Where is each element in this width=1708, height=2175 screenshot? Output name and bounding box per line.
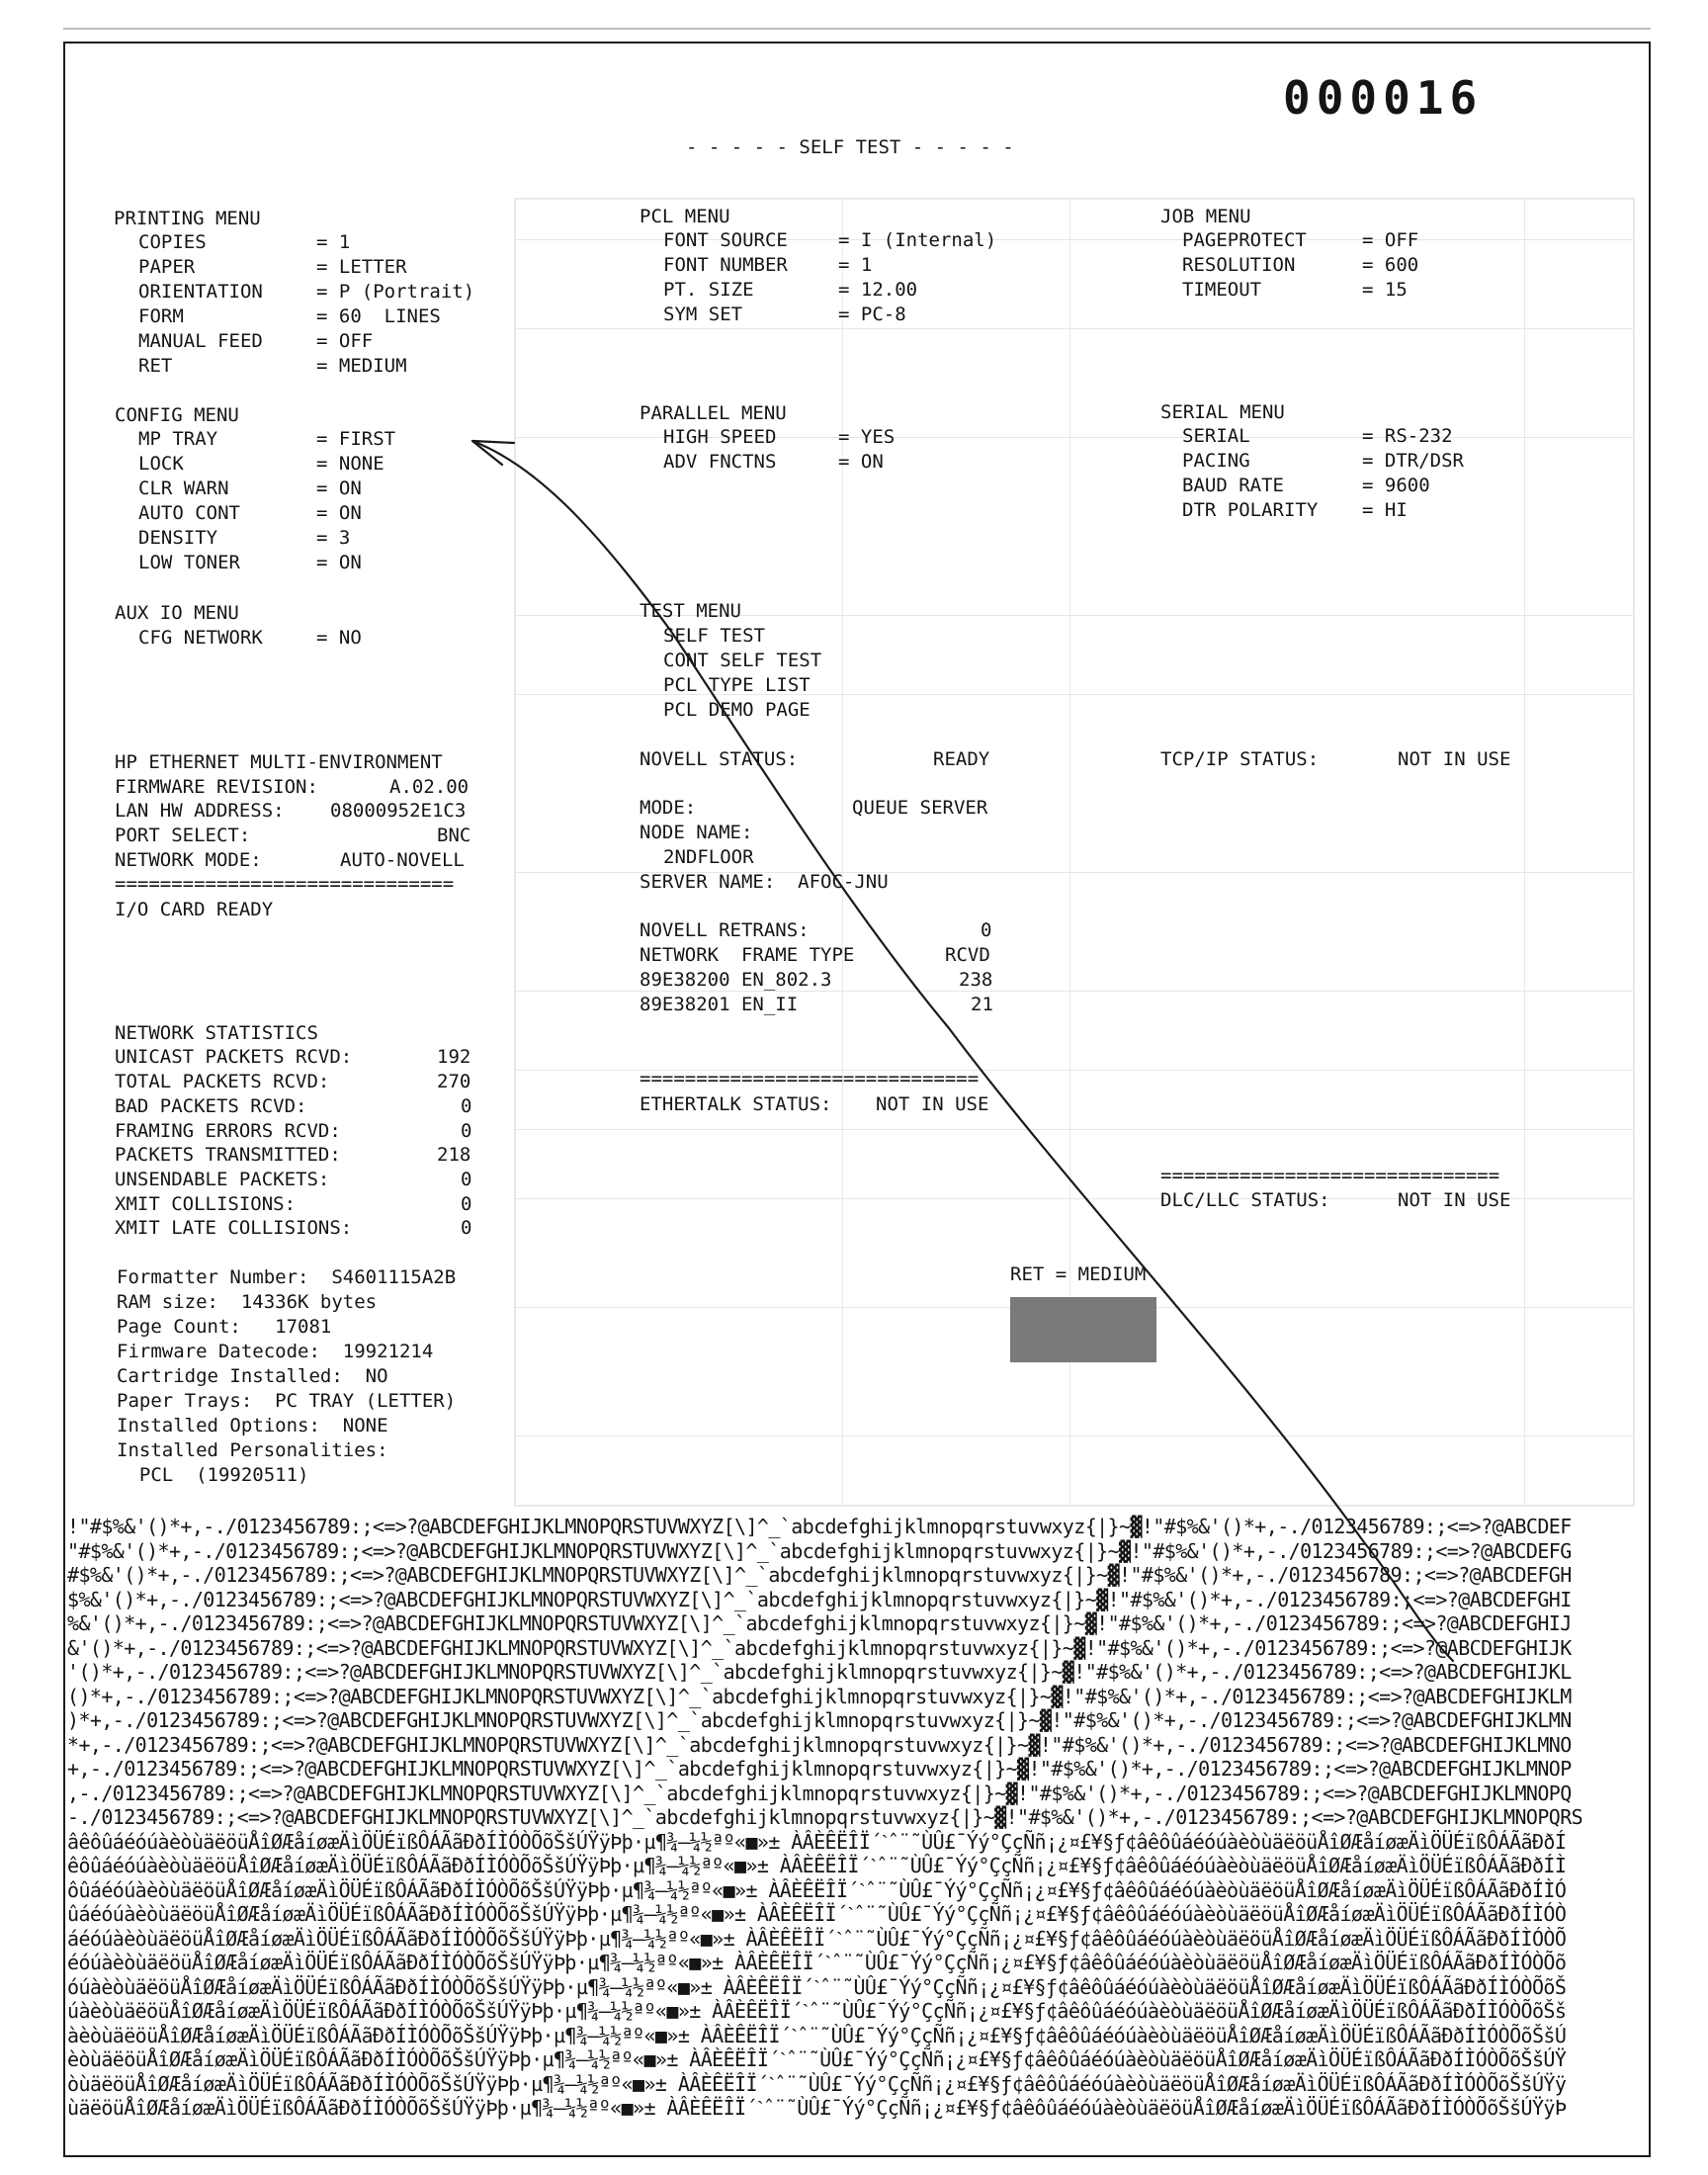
setting-value: = OFF	[316, 330, 374, 352]
server-name: SERVER NAME: AFOC-JNU	[640, 871, 889, 893]
rule: ==============================	[640, 1068, 980, 1089]
ethernet-heading: HP ETHERNET MULTI-ENVIRONMENT	[115, 751, 443, 773]
setting-key: FONT NUMBER	[663, 254, 788, 276]
stat-key: TOTAL PACKETS RCVD:	[115, 1071, 330, 1092]
setting-value: = LETTER	[316, 256, 407, 278]
char-sample-line: êôûáéóúàèòùäëöüÅîØÆåíøæÄìÖÜÉïßÔÁÃãÐðÍÌÓÒÕõŠšÚŸÿÞþ·µ¶¾—¼½ªº«■»± ÀÂÈÊËÎÏ´ˋˆ¨˜ÙÛ£¯Ýý°ÇçÑñ¡¿¤£¥§ƒ¢âêôûáéóúàèòùäëöüÅîØÆåíøæÄìÖÜÉïßÔÁÃãÐðÍÌ	[67, 1854, 1567, 1877]
setting-value: = 1	[316, 231, 351, 253]
setting-key: PACING	[1182, 450, 1250, 472]
ret-label: RET = MEDIUM	[1010, 1263, 1147, 1285]
char-sample-line: èòùäëöüÅîØÆåíøæÄìÖÜÉïßÔÁÃãÐðÍÌÓÒÕõŠšÚŸÿÞþ·µ¶¾—¼½ªº«■»± ÀÂÈÊËÎÏ´ˋˆ¨˜ÙÛ£¯Ýý°ÇçÑñ¡¿¤£¥§ƒ¢âêôûáéóúàèòùäëöüÅîØÆåíøæÄìÖÜÉïßÔÁÃãÐðÍÌÓÒÕõŠšÚŸ	[67, 2047, 1567, 2071]
setting-value: = NO	[316, 627, 362, 649]
serial-menu-heading: SERIAL MENU	[1160, 401, 1285, 423]
node-name-label: NODE NAME:	[640, 822, 753, 843]
ethernet-value: BNC	[437, 825, 471, 846]
setting-key: COPIES	[138, 231, 207, 253]
char-sample-line: òùäëöüÅîØÆåíøæÄìÖÜÉïßÔÁÃãÐðÍÌÓÒÕõŠšÚŸÿÞþ·µ¶¾—¼½ªº«■»± ÀÂÈÊËÎÏ´ˋˆ¨˜ÙÛ£¯Ýý°ÇçÑñ¡¿¤£¥§ƒ¢âêôûáéóúàèòùäëöüÅîØÆåíøæÄìÖÜÉïßÔÁÃãÐðÍÌÓÒÕõŠšÚŸÿ	[67, 2071, 1567, 2096]
retrans-label: NOVELL RETRANS:	[640, 919, 810, 941]
stat-key: BAD PACKETS RCVD:	[115, 1095, 307, 1117]
frame-header-rcvd: RCVD	[945, 944, 990, 966]
setting-key: BAUD RATE	[1182, 475, 1284, 496]
rule: ==============================	[1160, 1165, 1500, 1186]
setting-value: = RS-232	[1362, 425, 1453, 447]
char-sample-line: ,-./0123456789:;<=>?@ABCDEFGHIJKLMNOPQRSTUVWXYZ[\]^_`abcdefghijklmnopqrstuvwxyz{|}~▓!"#$%&'()*+,-./0123456789:;<=>?@ABCDEFGHIJKLMNOPQ	[67, 1781, 1572, 1805]
test-menu-item: SELF TEST	[663, 625, 765, 647]
stat-value: 0	[461, 1169, 472, 1190]
char-sample-line: "#$%&'()*+,-./0123456789:;<=>?@ABCDEFGHIJKLMNOPQRSTUVWXYZ[\]^_`abcdefghijklmnopqrstuvwxyz{|}~▓!"#$%&'()*+,-./0123456789:;<=>?@ABCDEFG	[67, 1538, 1572, 1563]
setting-value: = NONE	[316, 453, 384, 475]
char-sample-line: úàèòùäëöüÅîØÆåíøæÄìÖÜÉïßÔÁÃãÐðÍÌÓÒÕõŠšÚŸÿÞþ·µ¶¾—¼½ªº«■»± ÀÂÈÊËÎÏ´ˋˆ¨˜ÙÛ£¯Ýý°ÇçÑñ¡¿¤£¥§ƒ¢âêôûáéóúàèòùäëöüÅîØÆåíøæÄìÖÜÉïßÔÁÃãÐðÍÌÓÒÕõŠš	[67, 1999, 1567, 2023]
parallel-menu-heading: PARALLEL MENU	[640, 402, 787, 424]
char-sample-line: $%&'()*+,-./0123456789:;<=>?@ABCDEFGHIJKLMNOPQRSTUVWXYZ[\]^_`abcdefghijklmnopqrstuvwxyz{|}~▓!"#$%&'()*+,-./0123456789:;<=>?@ABCDEFGHI	[67, 1587, 1572, 1611]
setting-value: = HI	[1362, 499, 1408, 521]
setting-key: PAGEPROTECT	[1182, 229, 1307, 251]
setting-key: HIGH SPEED	[663, 426, 777, 448]
char-sample-line: +,-./0123456789:;<=>?@ABCDEFGHIJKLMNOPQRSTUVWXYZ[\]^_`abcdefghijklmnopqrstuvwxyz{|}~▓!"#$%&'()*+,-./0123456789:;<=>?@ABCDEFGHIJKLMNOP	[67, 1757, 1572, 1781]
page-top-edge	[63, 28, 1651, 30]
ethernet-key: NETWORK MODE:	[115, 849, 262, 871]
stat-value: 0	[461, 1095, 472, 1117]
char-sample-line: )*+,-./0123456789:;<=>?@ABCDEFGHIJKLMNOPQRSTUVWXYZ[\]^_`abcdefghijklmnopqrstuvwxyz{|}~▓!"#$%&'()*+,-./0123456789:;<=>?@ABCDEFGHIJKLMN	[67, 1708, 1572, 1732]
setting-key: PT. SIZE	[663, 279, 754, 301]
char-sample-line: '()*+,-./0123456789:;<=>?@ABCDEFGHIJKLMNOPQRSTUVWXYZ[\]^_`abcdefghijklmnopqrstuvwxyz{|}~▓!"#$%&'()*+,-./0123456789:;<=>?@ABCDEFGHIJKL	[67, 1660, 1572, 1684]
char-sample-line: ôûáéóúàèòùäëöüÅîØÆåíøæÄìÖÜÉïßÔÁÃãÐðÍÌÓÒÕõŠšÚŸÿÞþ·µ¶¾—¼½ªº«■»± ÀÂÈÊËÎÏ´ˋˆ¨˜ÙÛ£¯Ýý°ÇçÑñ¡¿¤£¥§ƒ¢âêôûáéóúàèòùäëöüÅîØÆåíøæÄìÖÜÉïßÔÁÃãÐðÍÌÓ	[67, 1877, 1567, 1902]
setting-value: = 12.00	[838, 279, 918, 301]
setting-value: = ON	[316, 478, 362, 499]
char-sample-line: #$%&'()*+,-./0123456789:;<=>?@ABCDEFGHIJKLMNOPQRSTUVWXYZ[\]^_`abcdefghijklmnopqrstuvwxyz{|}~▓!"#$%&'()*+,-./0123456789:;<=>?@ABCDEFGH	[67, 1563, 1572, 1587]
ethertalk-status-value: NOT IN USE	[876, 1093, 989, 1115]
setting-value: = YES	[838, 426, 896, 448]
setting-value: = 1	[838, 254, 873, 276]
setting-value: = ON	[316, 502, 362, 524]
setting-value: = OFF	[1362, 229, 1419, 251]
printing-menu-heading: PRINTING MENU	[114, 208, 261, 229]
test-menu-heading: TEST MENU	[640, 600, 741, 622]
char-sample-line: óúàèòùäëöüÅîØÆåíøæÄìÖÜÉïßÔÁÃãÐðÍÌÓÒÕõŠšÚŸÿÞþ·µ¶¾—¼½ªº«■»± ÀÂÈÊËÎÏ´ˋˆ¨˜ÙÛ£¯Ýý°ÇçÑñ¡¿¤£¥§ƒ¢âêôûáéóúàèòùäëöüÅîØÆåíøæÄìÖÜÉïßÔÁÃãÐðÍÌÓÒÕõŠ	[67, 1974, 1567, 1999]
setting-key: CFG NETWORK	[138, 627, 263, 649]
frame-network: 89E38201 EN_II	[640, 994, 799, 1015]
stat-key: UNICAST PACKETS RCVD:	[115, 1046, 353, 1068]
setting-key: TIMEOUT	[1182, 279, 1262, 301]
setting-value: = DTR/DSR	[1362, 450, 1464, 472]
tcpip-status-value: NOT IN USE	[1398, 748, 1511, 770]
document-number: 000016	[1283, 71, 1484, 125]
tcpip-status-label: TCP/IP STATUS:	[1160, 748, 1320, 770]
ethernet-value: 08000952E1C3	[330, 800, 467, 822]
setting-key: PAPER	[138, 256, 196, 278]
stat-value: 0	[461, 1217, 472, 1239]
stat-key: XMIT COLLISIONS:	[115, 1193, 297, 1215]
io-card-status: I/O CARD READY	[115, 899, 274, 920]
setting-value: = MEDIUM	[316, 355, 407, 377]
ethernet-key: LAN HW ADDRESS:	[115, 800, 285, 822]
setting-key: RESOLUTION	[1182, 254, 1296, 276]
setting-value: = 600	[1362, 254, 1419, 276]
info-line: Paper Trays: PC TRAY (LETTER)	[117, 1390, 457, 1412]
char-sample-line: áéóúàèòùäëöüÅîØÆåíøæÄìÖÜÉïßÔÁÃãÐðÍÌÓÒÕõŠšÚŸÿÞþ·µ¶¾—¼½ªº«■»± ÀÂÈÊËÎÏ´ˋˆ¨˜ÙÛ£¯Ýý°ÇçÑñ¡¿¤£¥§ƒ¢âêôûáéóúàèòùäëöüÅîØÆåíøæÄìÖÜÉïßÔÁÃãÐðÍÌÓÒÕ	[67, 1926, 1567, 1951]
aux-io-menu-heading: AUX IO MENU	[115, 602, 239, 624]
setting-key: MANUAL FEED	[138, 330, 263, 352]
mode-value: QUEUE SERVER	[852, 797, 988, 819]
char-sample-line: -./0123456789:;<=>?@ABCDEFGHIJKLMNOPQRSTUVWXYZ[\]^_`abcdefghijklmnopqrstuvwxyz{|}~▓!"#$%&'()*+,-./0123456789:;<=>?@ABCDEFGHIJKLMNOPQRS	[67, 1805, 1583, 1829]
character-set-sample	[67, 1515, 1708, 2147]
stat-key: UNSENDABLE PACKETS:	[115, 1169, 330, 1190]
setting-value: = 60 LINES	[316, 305, 441, 327]
setting-value: = FIRST	[316, 428, 396, 450]
setting-value: = I (Internal)	[838, 229, 997, 251]
char-sample-line: ùäëöüÅîØÆåíøæÄìÖÜÉïßÔÁÃãÐðÍÌÓÒÕõŠšÚŸÿÞþ·µ¶¾—¼½ªº«■»± ÀÂÈÊËÎÏ´ˋˆ¨˜ÙÛ£¯Ýý°ÇçÑñ¡¿¤£¥§ƒ¢âêôûáéóúàèòùäëöüÅîØÆåíøæÄìÖÜÉïßÔÁÃãÐðÍÌÓÒÕõŠšÚŸÿÞ	[67, 2096, 1567, 2120]
setting-value: = ON	[316, 552, 362, 573]
info-line: Installed Personalities:	[117, 1439, 388, 1461]
setting-key: AUTO CONT	[138, 502, 240, 524]
char-sample-line: *+,-./0123456789:;<=>?@ABCDEFGHIJKLMNOPQRSTUVWXYZ[\]^_`abcdefghijklmnopqrstuvwxyz{|}~▓!"#$%&'()*+,-./0123456789:;<=>?@ABCDEFGHIJKLMNO	[67, 1732, 1572, 1757]
char-sample-line: !"#$%&'()*+,-./0123456789:;<=>?@ABCDEFGHIJKLMNOPQRSTUVWXYZ[\]^_`abcdefghijklmnopqrstuvwxyz{|}~▓!"#$%&'()*+,-./0123456789:;<=>?@ABCDEF	[67, 1515, 1572, 1538]
dlc-status-label: DLC/LLC STATUS:	[1160, 1189, 1330, 1211]
ethernet-key: FIRMWARE REVISION:	[115, 776, 318, 798]
gray-density-sample	[1010, 1297, 1156, 1362]
mode-label: MODE:	[640, 797, 697, 819]
stat-value: 0	[461, 1193, 472, 1215]
stat-value: 270	[437, 1071, 471, 1092]
node-name-value: 2NDFLOOR	[663, 846, 754, 868]
network-stats-heading: NETWORK STATISTICS	[115, 1022, 318, 1044]
setting-key: ORIENTATION	[138, 281, 263, 303]
rule: ==============================	[115, 873, 455, 895]
setting-key: CLR WARN	[138, 478, 229, 499]
info-line: Installed Options: NONE	[117, 1415, 388, 1436]
info-line: Firmware Datecode: 19921214	[117, 1341, 434, 1362]
setting-value: = 9600	[1362, 475, 1430, 496]
setting-key: FORM	[138, 305, 184, 327]
frame-rcvd: 21	[971, 994, 993, 1015]
setting-key: SYM SET	[663, 304, 743, 325]
char-sample-line: %&'()*+,-./0123456789:;<=>?@ABCDEFGHIJKLMNOPQRSTUVWXYZ[\]^_`abcdefghijklmnopqrstuvwxyz{|}~▓!"#$%&'()*+,-./0123456789:;<=>?@ABCDEFGHIJ	[67, 1611, 1572, 1635]
setting-value: = PC-8	[838, 304, 906, 325]
retrans-value: 0	[981, 919, 992, 941]
char-sample-line: âêôûáéóúàèòùäëöüÅîØÆåíøæÄìÖÜÉïßÔÁÃãÐðÍÌÓÒÕõŠšÚŸÿÞþ·µ¶¾—¼½ªº«■»± ÀÂÈÊËÎÏ´ˋˆ¨˜ÙÛ£¯Ýý°ÇçÑñ¡¿¤£¥§ƒ¢âêôûáéóúàèòùäëöüÅîØÆåíøæÄìÖÜÉïßÔÁÃãÐðÍ	[67, 1829, 1567, 1854]
setting-key: LOW TONER	[138, 552, 240, 573]
test-menu-item: PCL DEMO PAGE	[663, 699, 811, 721]
page-title: - - - - - SELF TEST - - - - -	[686, 136, 1014, 158]
setting-value: = 3	[316, 527, 351, 549]
stat-key: PACKETS TRANSMITTED:	[115, 1144, 341, 1166]
setting-key: ADV FNCTNS	[663, 451, 777, 473]
setting-value: = P (Portrait)	[316, 281, 475, 303]
char-sample-line: &'()*+,-./0123456789:;<=>?@ABCDEFGHIJKLMNOPQRSTUVWXYZ[\]^_`abcdefghijklmnopqrstuvwxyz{|}~▓!"#$%&'()*+,-./0123456789:;<=>?@ABCDEFGHIJK	[67, 1635, 1572, 1660]
test-menu-item: PCL TYPE LIST	[663, 674, 811, 696]
char-sample-line: éóúàèòùäëöüÅîØÆåíøæÄìÖÜÉïßÔÁÃãÐðÍÌÓÒÕõŠšÚŸÿÞþ·µ¶¾—¼½ªº«■»± ÀÂÈÊËÎÏ´ˋˆ¨˜ÙÛ£¯Ýý°ÇçÑñ¡¿¤£¥§ƒ¢âêôûáéóúàèòùäëöüÅîØÆåíøæÄìÖÜÉïßÔÁÃãÐðÍÌÓÒÕõ	[67, 1951, 1567, 1974]
setting-key: DENSITY	[138, 527, 218, 549]
info-line: RAM size: 14336K bytes	[117, 1291, 378, 1313]
char-sample-line: ûáéóúàèòùäëöüÅîØÆåíøæÄìÖÜÉïßÔÁÃãÐðÍÌÓÒÕõŠšÚŸÿÞþ·µ¶¾—¼½ªº«■»± ÀÂÈÊËÎÏ´ˋˆ¨˜ÙÛ£¯Ýý°ÇçÑñ¡¿¤£¥§ƒ¢âêôûáéóúàèòùäëöüÅîØÆåíøæÄìÖÜÉïßÔÁÃãÐðÍÌÓÒ	[67, 1902, 1567, 1926]
setting-key: RET	[138, 355, 173, 377]
stat-key: FRAMING ERRORS RCVD:	[115, 1120, 341, 1142]
info-line: Cartridge Installed: NO	[117, 1365, 388, 1387]
frame-header: NETWORK FRAME TYPE	[640, 944, 855, 966]
stat-value: 218	[437, 1144, 471, 1166]
config-menu-heading: CONFIG MENU	[115, 404, 239, 426]
pcl-menu-heading: PCL MENU	[640, 206, 730, 227]
test-menu-item: CONT SELF TEST	[663, 650, 822, 671]
stat-value: 192	[437, 1046, 471, 1068]
novell-status-label: NOVELL STATUS:	[640, 748, 799, 770]
setting-key: DTR POLARITY	[1182, 499, 1319, 521]
ethernet-value: A.02.00	[389, 776, 470, 798]
info-line: Formatter Number: S4601115A2B	[117, 1266, 457, 1288]
char-sample-line: ()*+,-./0123456789:;<=>?@ABCDEFGHIJKLMNOPQRSTUVWXYZ[\]^_`abcdefghijklmnopqrstuvwxyz{|}~▓!"#$%&'()*+,-./0123456789:;<=>?@ABCDEFGHIJKLM	[67, 1684, 1572, 1708]
ethertalk-status-label: ETHERTALK STATUS:	[640, 1093, 832, 1115]
info-line: Page Count: 17081	[117, 1316, 332, 1338]
ethernet-key: PORT SELECT:	[115, 825, 251, 846]
ethernet-value: AUTO-NOVELL	[340, 849, 465, 871]
setting-key: SERIAL	[1182, 425, 1250, 447]
setting-key: LOCK	[138, 453, 184, 475]
stat-value: 0	[461, 1120, 472, 1142]
job-menu-heading: JOB MENU	[1160, 206, 1251, 227]
frame-rcvd: 238	[959, 969, 993, 991]
setting-value: = 15	[1362, 279, 1408, 301]
stat-key: XMIT LATE COLLISIONS:	[115, 1217, 353, 1239]
setting-key: FONT SOURCE	[663, 229, 788, 251]
setting-key: MP TRAY	[138, 428, 218, 450]
frame-network: 89E38200 EN_802.3	[640, 969, 832, 991]
dlc-status-value: NOT IN USE	[1398, 1189, 1511, 1211]
char-sample-line: àèòùäëöüÅîØÆåíøæÄìÖÜÉïßÔÁÃãÐðÍÌÓÒÕõŠšÚŸÿÞþ·µ¶¾—¼½ªº«■»± ÀÂÈÊËÎÏ´ˋˆ¨˜ÙÛ£¯Ýý°ÇçÑñ¡¿¤£¥§ƒ¢âêôûáéóúàèòùäëöüÅîØÆåíøæÄìÖÜÉïßÔÁÃãÐðÍÌÓÒÕõŠšÚ	[67, 2023, 1567, 2047]
novell-status-value: READY	[933, 748, 990, 770]
info-line: PCL (19920511)	[117, 1464, 309, 1486]
setting-value: = ON	[838, 451, 884, 473]
